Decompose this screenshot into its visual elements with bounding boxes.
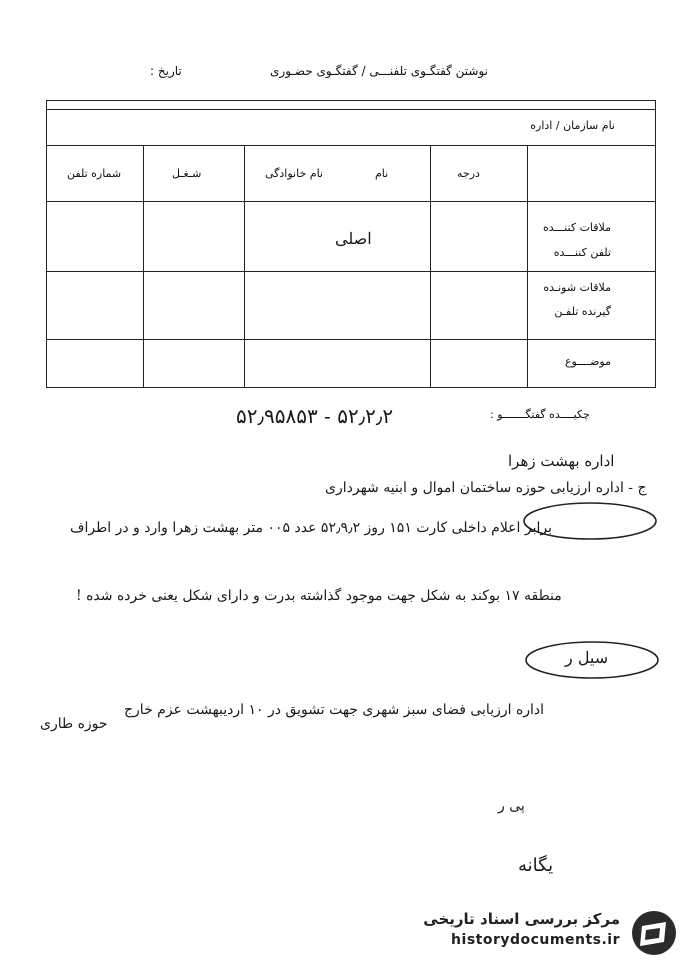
handwritten-line: پی ر [498, 798, 525, 814]
org-label: نام سازمان / اداره [530, 119, 615, 132]
archive-icon [626, 908, 682, 958]
table-divider [244, 145, 245, 387]
table-divider [47, 145, 655, 146]
watermark-title: مرکز بررسی اسناد تاریخی [423, 910, 620, 928]
handwritten-line: ج - اداره ارزیابی حوزه ساختمان اموال و ابنیه شهرداری [325, 480, 647, 496]
table-divider [430, 145, 431, 387]
form-table [46, 100, 656, 388]
row-receiver: گیرنده تلفـن [554, 305, 611, 318]
table-divider [47, 339, 655, 340]
table-divider [47, 109, 655, 110]
column-rank: درجه [457, 167, 480, 180]
row-visited: ملاقات شونـده [543, 281, 611, 294]
handwritten-line: سیل ر [565, 648, 609, 667]
handwritten-line: اداره ارزیابی فضای سبز شهری جهت تشویق در ۱۰ اردیبهشت عزم خارج [124, 702, 545, 718]
row-caller: تلفن کننـــده [553, 246, 611, 259]
summary-number: ۵۲٫۲٫۲ - ۵۲٫۹۵۸۵۳ [236, 404, 394, 428]
handwritten-line: اداره بهشت زهرا [508, 452, 615, 470]
table-divider [47, 271, 655, 272]
handwritten-line: برابر اعلام داخلی کارت ۱۵۱ روز ۵۲٫۹٫۲ عدد ۰۰۵ متر بهشت زهرا وارد و در اطراف [70, 520, 552, 536]
column-name: نام [375, 167, 389, 180]
table-divider [527, 145, 528, 387]
column-phone: شماره تلفن [67, 167, 122, 180]
form-title: نوشتن گفتگـوی تلفنـــی / گفتگـوی حضـوری [270, 64, 489, 78]
row-subject: موضــــوع [564, 355, 611, 368]
column-family: نام خانوادگی [265, 167, 323, 180]
summary-label: چکیــــده گفتگـــــــو : [490, 408, 590, 421]
column-job: شـغـل [172, 167, 202, 180]
table-divider [143, 145, 144, 387]
handwritten-line: منطقه ۱۷ بوکند به شکل جهت موجود گذاشته بدرت و دارای شکل یعنی خرده شده ! [76, 588, 562, 604]
date-label: تاریخ : [150, 64, 182, 78]
watermark-logo [410, 908, 692, 958]
signature: یگانه [518, 855, 554, 876]
watermark-url: historydocuments.ir [451, 932, 620, 948]
name-value: اصلی [335, 229, 372, 248]
row-visitor: ملاقات کننـــده [543, 221, 611, 234]
handwritten-side-note: حوزه طاری [40, 716, 108, 732]
table-divider [47, 201, 655, 202]
